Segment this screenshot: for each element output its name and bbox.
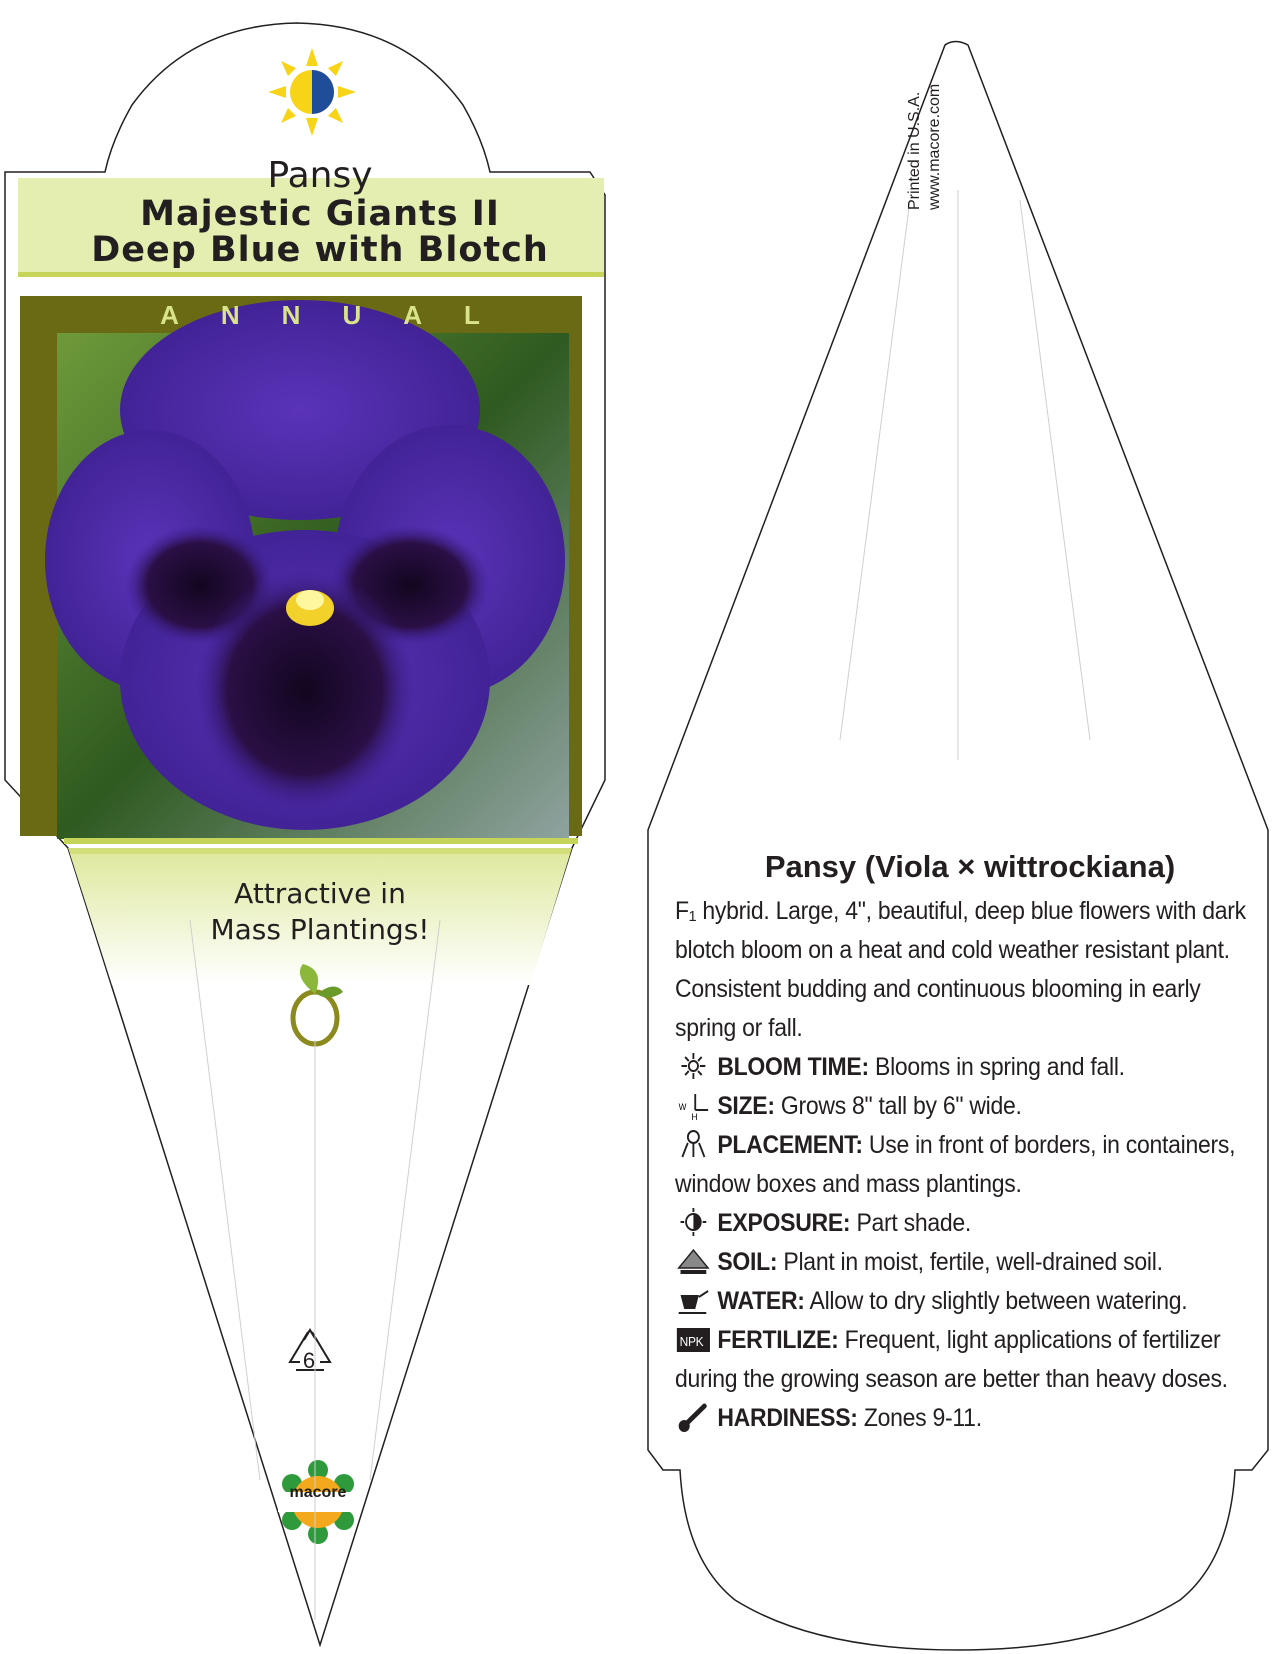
sun-icon [268,48,356,136]
care-label: PLACEMENT: [717,1131,863,1159]
care-text: Grows 8" tall by 6" wide. [780,1092,1022,1120]
printed-info [905,84,945,210]
svg-text:H: H [691,1111,698,1120]
care-label: FERTILIZE: [717,1326,839,1354]
brand-name: macore [289,1484,347,1501]
placement-icon [675,1129,712,1159]
care-row-size [675,1087,1264,1126]
care-label: SOIL: [717,1248,778,1276]
soil-icon [675,1246,712,1276]
care-label: BLOOM TIME: [717,1053,869,1081]
bloom-time-icon [675,1051,712,1081]
tagline-line-1: Attractive in [234,877,406,910]
care-text: Blooms in spring and fall. [874,1053,1125,1081]
care-row-placement [675,1126,1264,1204]
tagline-line-2: Mass Plantings! [210,913,430,946]
care-text: Use in front of borders, in containers, window boxes and mass plantings. [675,1131,1236,1198]
care-row-soil [675,1243,1264,1282]
series-name: Majestic Giants II [140,194,500,234]
color-name: Deep Blue with Blotch [91,230,549,270]
care-row-water [675,1282,1264,1321]
common-name: Pansy [267,155,373,196]
care-row-bloom-time [675,1048,1264,1087]
back-title: Pansy (Viola × wittrockiana) [764,849,1176,884]
water-icon [675,1285,712,1315]
care-text: Part shade. [856,1209,972,1237]
care-label: HARDINESS: [717,1404,858,1432]
tagline [120,876,520,948]
care-text: Plant in moist, fertile, well-drained soil. [783,1248,1163,1276]
category-label: ANNUAL [160,300,522,330]
care-row-exposure [675,1204,1264,1243]
svg-text:NPK: NPK [679,1334,704,1350]
fertilize-icon [675,1324,712,1354]
care-label: SIZE: [717,1092,775,1120]
care-label: EXPOSURE: [717,1209,851,1237]
care-row-hardiness [675,1399,1264,1438]
website: www.macore.com [926,83,943,210]
size-icon [675,1090,712,1120]
exposure-icon [675,1207,712,1237]
care-text: Frequent, light applications of fertilizer during the growing season are better than heavy doses. [675,1326,1228,1393]
description: F₁ hybrid. Large, 4", beautiful, deep blue flowers with dark blotch bloom on a heat and cold weather resistant plant. Consistent budding and continuous blooming in early spring or fall. [675,897,1246,1042]
recycle-code: 6 [302,1348,316,1373]
printed-in: Printed in U.S.A. [906,91,923,210]
care-text: Zones 9-11. [863,1404,982,1432]
care-label: WATER: [717,1287,805,1315]
care-row-fertilize [675,1321,1264,1399]
back-content [675,848,1265,1438]
care-text: Allow to dry slightly between watering. [809,1287,1188,1315]
svg-text:W: W [678,1101,687,1113]
hardiness-icon [675,1402,712,1432]
